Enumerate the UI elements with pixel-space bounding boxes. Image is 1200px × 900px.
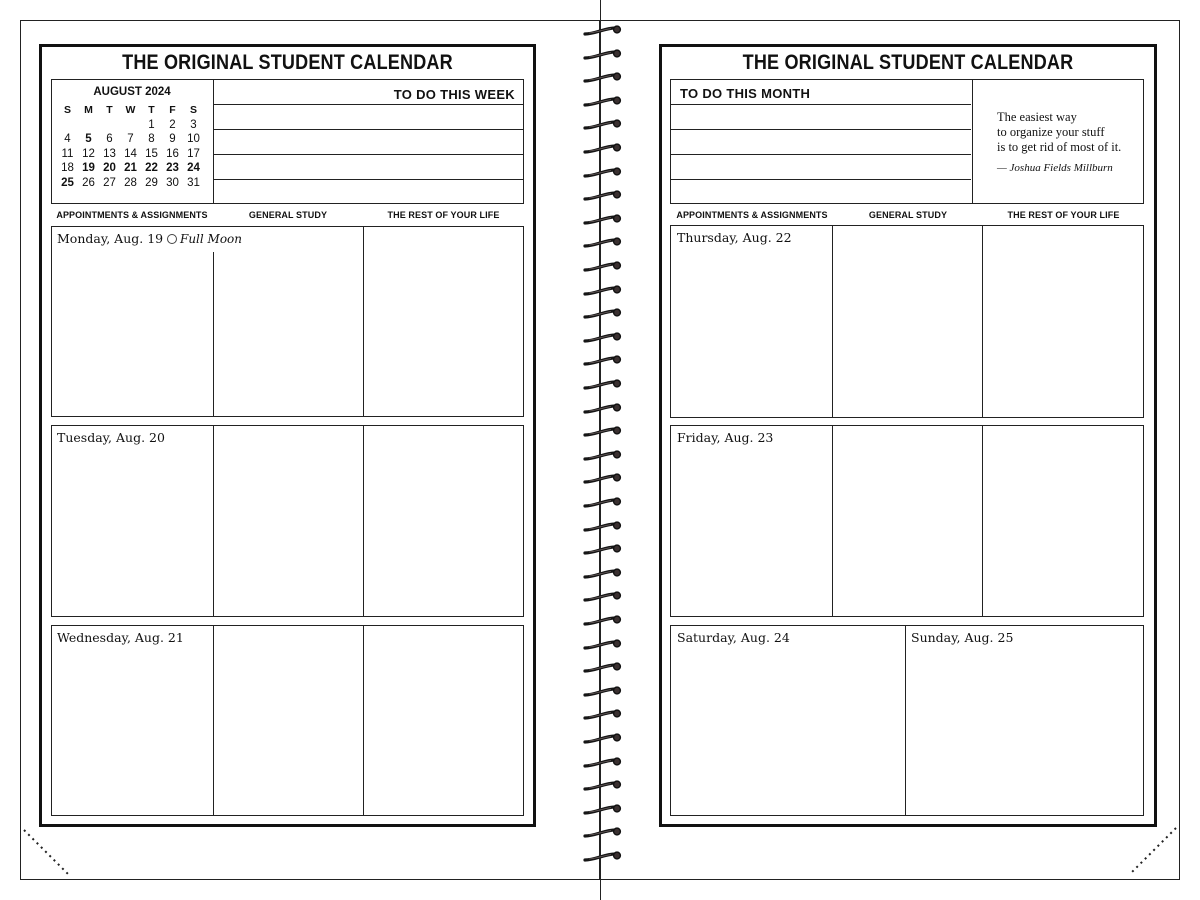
mini-calendar-weekday: F: [169, 104, 176, 116]
spiral-coil-icon: [581, 450, 623, 462]
mini-calendar-day: [57, 119, 78, 133]
full-moon-icon: [167, 234, 177, 244]
mini-calendar-month: AUGUST 2024: [93, 86, 171, 98]
mini-calendar-weekday: M: [84, 104, 93, 116]
spiral-coil-icon: [581, 379, 623, 391]
mini-calendar-day[interactable]: 20: [103, 162, 116, 174]
day-box-tuesday[interactable]: [51, 425, 524, 617]
mini-calendar-day[interactable]: 30: [166, 176, 179, 189]
todo-month-line[interactable]: [671, 129, 971, 130]
todo-week-line[interactable]: [213, 154, 523, 155]
quote-line: is to get rid of most of it.: [997, 140, 1122, 154]
spiral-coil-icon: [581, 568, 623, 580]
todo-month-header: TO DO THIS MONTH: [680, 86, 811, 101]
spiral-coil-icon: [581, 190, 623, 202]
mini-calendar-day[interactable]: 9: [169, 133, 176, 145]
mini-calendar-weekday: W: [125, 104, 136, 116]
spiral-coil-icon: [581, 473, 623, 485]
spiral-coil-icon: [581, 426, 623, 438]
mini-calendar-weekday: T: [148, 104, 155, 116]
mini-calendar-weekday: S: [189, 104, 197, 116]
spiral-coil-icon: [581, 686, 623, 698]
spiral-coil-icon: [581, 214, 623, 226]
todo-week-line[interactable]: [213, 129, 523, 130]
mini-calendar-weekday: T: [106, 104, 113, 116]
mini-calendar-day[interactable]: 5: [85, 133, 92, 145]
spiral-coil-icon: [581, 521, 623, 533]
spiral-coil-icon: [581, 780, 623, 792]
right-page-title: THE ORIGINAL STUDENT CALENDAR: [742, 51, 1074, 74]
mini-calendar-day: [99, 119, 120, 133]
spiral-coil-icon: [581, 237, 623, 249]
spiral-coil-icon: [581, 497, 623, 509]
left-page-title: THE ORIGINAL STUDENT CALENDAR: [122, 51, 453, 74]
quote-author: — Joshua Fields Millburn: [997, 162, 1113, 174]
todo-month-line[interactable]: [671, 179, 971, 180]
spiral-coil-icon: [581, 119, 623, 131]
mini-calendar-day[interactable]: 27: [103, 176, 116, 189]
spiral-coil-icon: [581, 332, 623, 344]
day-label-saturday: Saturday, Aug. 24: [677, 630, 790, 645]
section-label-appointments: APPOINTMENTS & ASSIGNMENTS: [56, 210, 208, 220]
day-label-sunday: Sunday, Aug. 25: [911, 630, 1014, 645]
spiral-coil-icon: [581, 709, 623, 721]
spiral-coil-icon: [581, 827, 623, 839]
mini-calendar-day[interactable]: 3: [190, 118, 197, 131]
day-box-friday[interactable]: [670, 425, 1144, 617]
mini-calendar-day[interactable]: 21: [124, 162, 137, 174]
spiral-coil-icon: [581, 25, 623, 37]
moon-phase-label: Full Moon: [180, 232, 243, 246]
spiral-coil-icon: [581, 851, 623, 863]
mini-calendar-weekday: S: [63, 104, 71, 116]
mini-calendar-day[interactable]: 7: [127, 133, 134, 145]
day-box-wednesday[interactable]: [51, 625, 524, 816]
spiral-coil-icon: [581, 167, 623, 179]
spiral-coil-icon: [581, 662, 623, 674]
mini-calendar-day[interactable]: 26: [82, 176, 95, 189]
quote-line: The easiest way: [997, 110, 1077, 124]
mini-calendar-day[interactable]: 16: [166, 147, 179, 160]
section-label-appointments: APPOINTMENTS & ASSIGNMENTS: [676, 210, 828, 220]
mini-calendar-day[interactable]: 8: [148, 133, 155, 145]
day-label: Monday, Aug. 19: [57, 231, 164, 246]
mini-calendar-day[interactable]: 17: [187, 147, 200, 160]
mini-calendar-day[interactable]: 14: [124, 147, 137, 160]
spiral-coil-icon: [581, 544, 623, 556]
day-box-thursday[interactable]: [670, 225, 1144, 418]
section-label-rest-of-life: THE REST OF YOUR LIFE: [1007, 210, 1120, 220]
mini-calendar-day[interactable]: 4: [64, 133, 71, 145]
mini-calendar-day[interactable]: 10: [187, 133, 200, 145]
todo-month-line[interactable]: [671, 154, 971, 155]
mini-calendar-day: [78, 119, 99, 133]
quote-text: [997, 110, 1121, 155]
day-label: Wednesday, Aug. 21: [57, 630, 184, 645]
section-label-general-study: GENERAL STUDY: [248, 210, 328, 220]
spiral-coil-icon: [581, 591, 623, 603]
mini-calendar-day[interactable]: 29: [145, 176, 158, 189]
spiral-coil-icon: [581, 757, 623, 769]
mini-calendar-day[interactable]: 15: [145, 147, 158, 160]
spiral-coil-icon: [581, 308, 623, 320]
mini-calendar-day[interactable]: 13: [103, 147, 116, 160]
spiral-coil-icon: [581, 261, 623, 273]
spiral-coil-icon: [581, 639, 623, 651]
spiral-coil-icon: [581, 804, 623, 816]
spiral-coil-icon: [581, 403, 623, 415]
right-top-area: [670, 79, 1144, 204]
right-corner-perforation: [1126, 826, 1178, 878]
mini-calendar-day: [120, 119, 141, 133]
spiral-coil-icon: [581, 49, 623, 61]
quote-line: to organize your stuff: [997, 125, 1105, 139]
mini-calendar-day[interactable]: 22: [145, 162, 158, 174]
mini-calendar-day[interactable]: 12: [82, 147, 95, 160]
day-label: Friday, Aug. 23: [677, 430, 774, 445]
mini-calendar-day[interactable]: 18: [61, 162, 74, 174]
day-label: Tuesday, Aug. 20: [57, 430, 165, 445]
day-box-weekend[interactable]: [670, 625, 1144, 816]
todo-week-header: TO DO THIS WEEK: [393, 87, 515, 102]
mini-calendar-day[interactable]: 24: [187, 162, 200, 174]
left-corner-perforation: [22, 828, 74, 880]
left-top-area: [51, 79, 524, 204]
spiral-coil-icon: [581, 285, 623, 297]
day-label: Thursday, Aug. 22: [677, 230, 792, 245]
mini-calendar-day[interactable]: 19: [82, 162, 95, 174]
spiral-coil-icon: [581, 355, 623, 367]
mini-calendar-day[interactable]: 6: [106, 133, 113, 145]
day-box-monday[interactable]: [51, 226, 524, 417]
spiral-coil-icon: [581, 143, 623, 155]
mini-calendar-day[interactable]: 11: [61, 147, 74, 160]
mini-calendar-day[interactable]: 28: [124, 176, 137, 189]
spiral-coil-icon: [581, 733, 623, 745]
spiral-coil-icon: [581, 72, 623, 84]
mini-calendar-day[interactable]: 1: [148, 118, 155, 131]
mini-calendar-day[interactable]: 31: [187, 176, 200, 189]
section-label-rest-of-life: THE REST OF YOUR LIFE: [387, 210, 500, 220]
spiral-coil-icon: [581, 96, 623, 108]
section-label-general-study: GENERAL STUDY: [868, 210, 948, 220]
mini-calendar-day[interactable]: 23: [166, 162, 179, 174]
mini-calendar-grid: [57, 104, 204, 190]
mini-calendar-day[interactable]: 2: [169, 118, 176, 131]
mini-calendar-day[interactable]: 25: [61, 176, 74, 189]
moon-phase: [167, 232, 242, 246]
todo-week-line[interactable]: [213, 179, 523, 180]
spiral-coil-icon: [581, 615, 623, 627]
